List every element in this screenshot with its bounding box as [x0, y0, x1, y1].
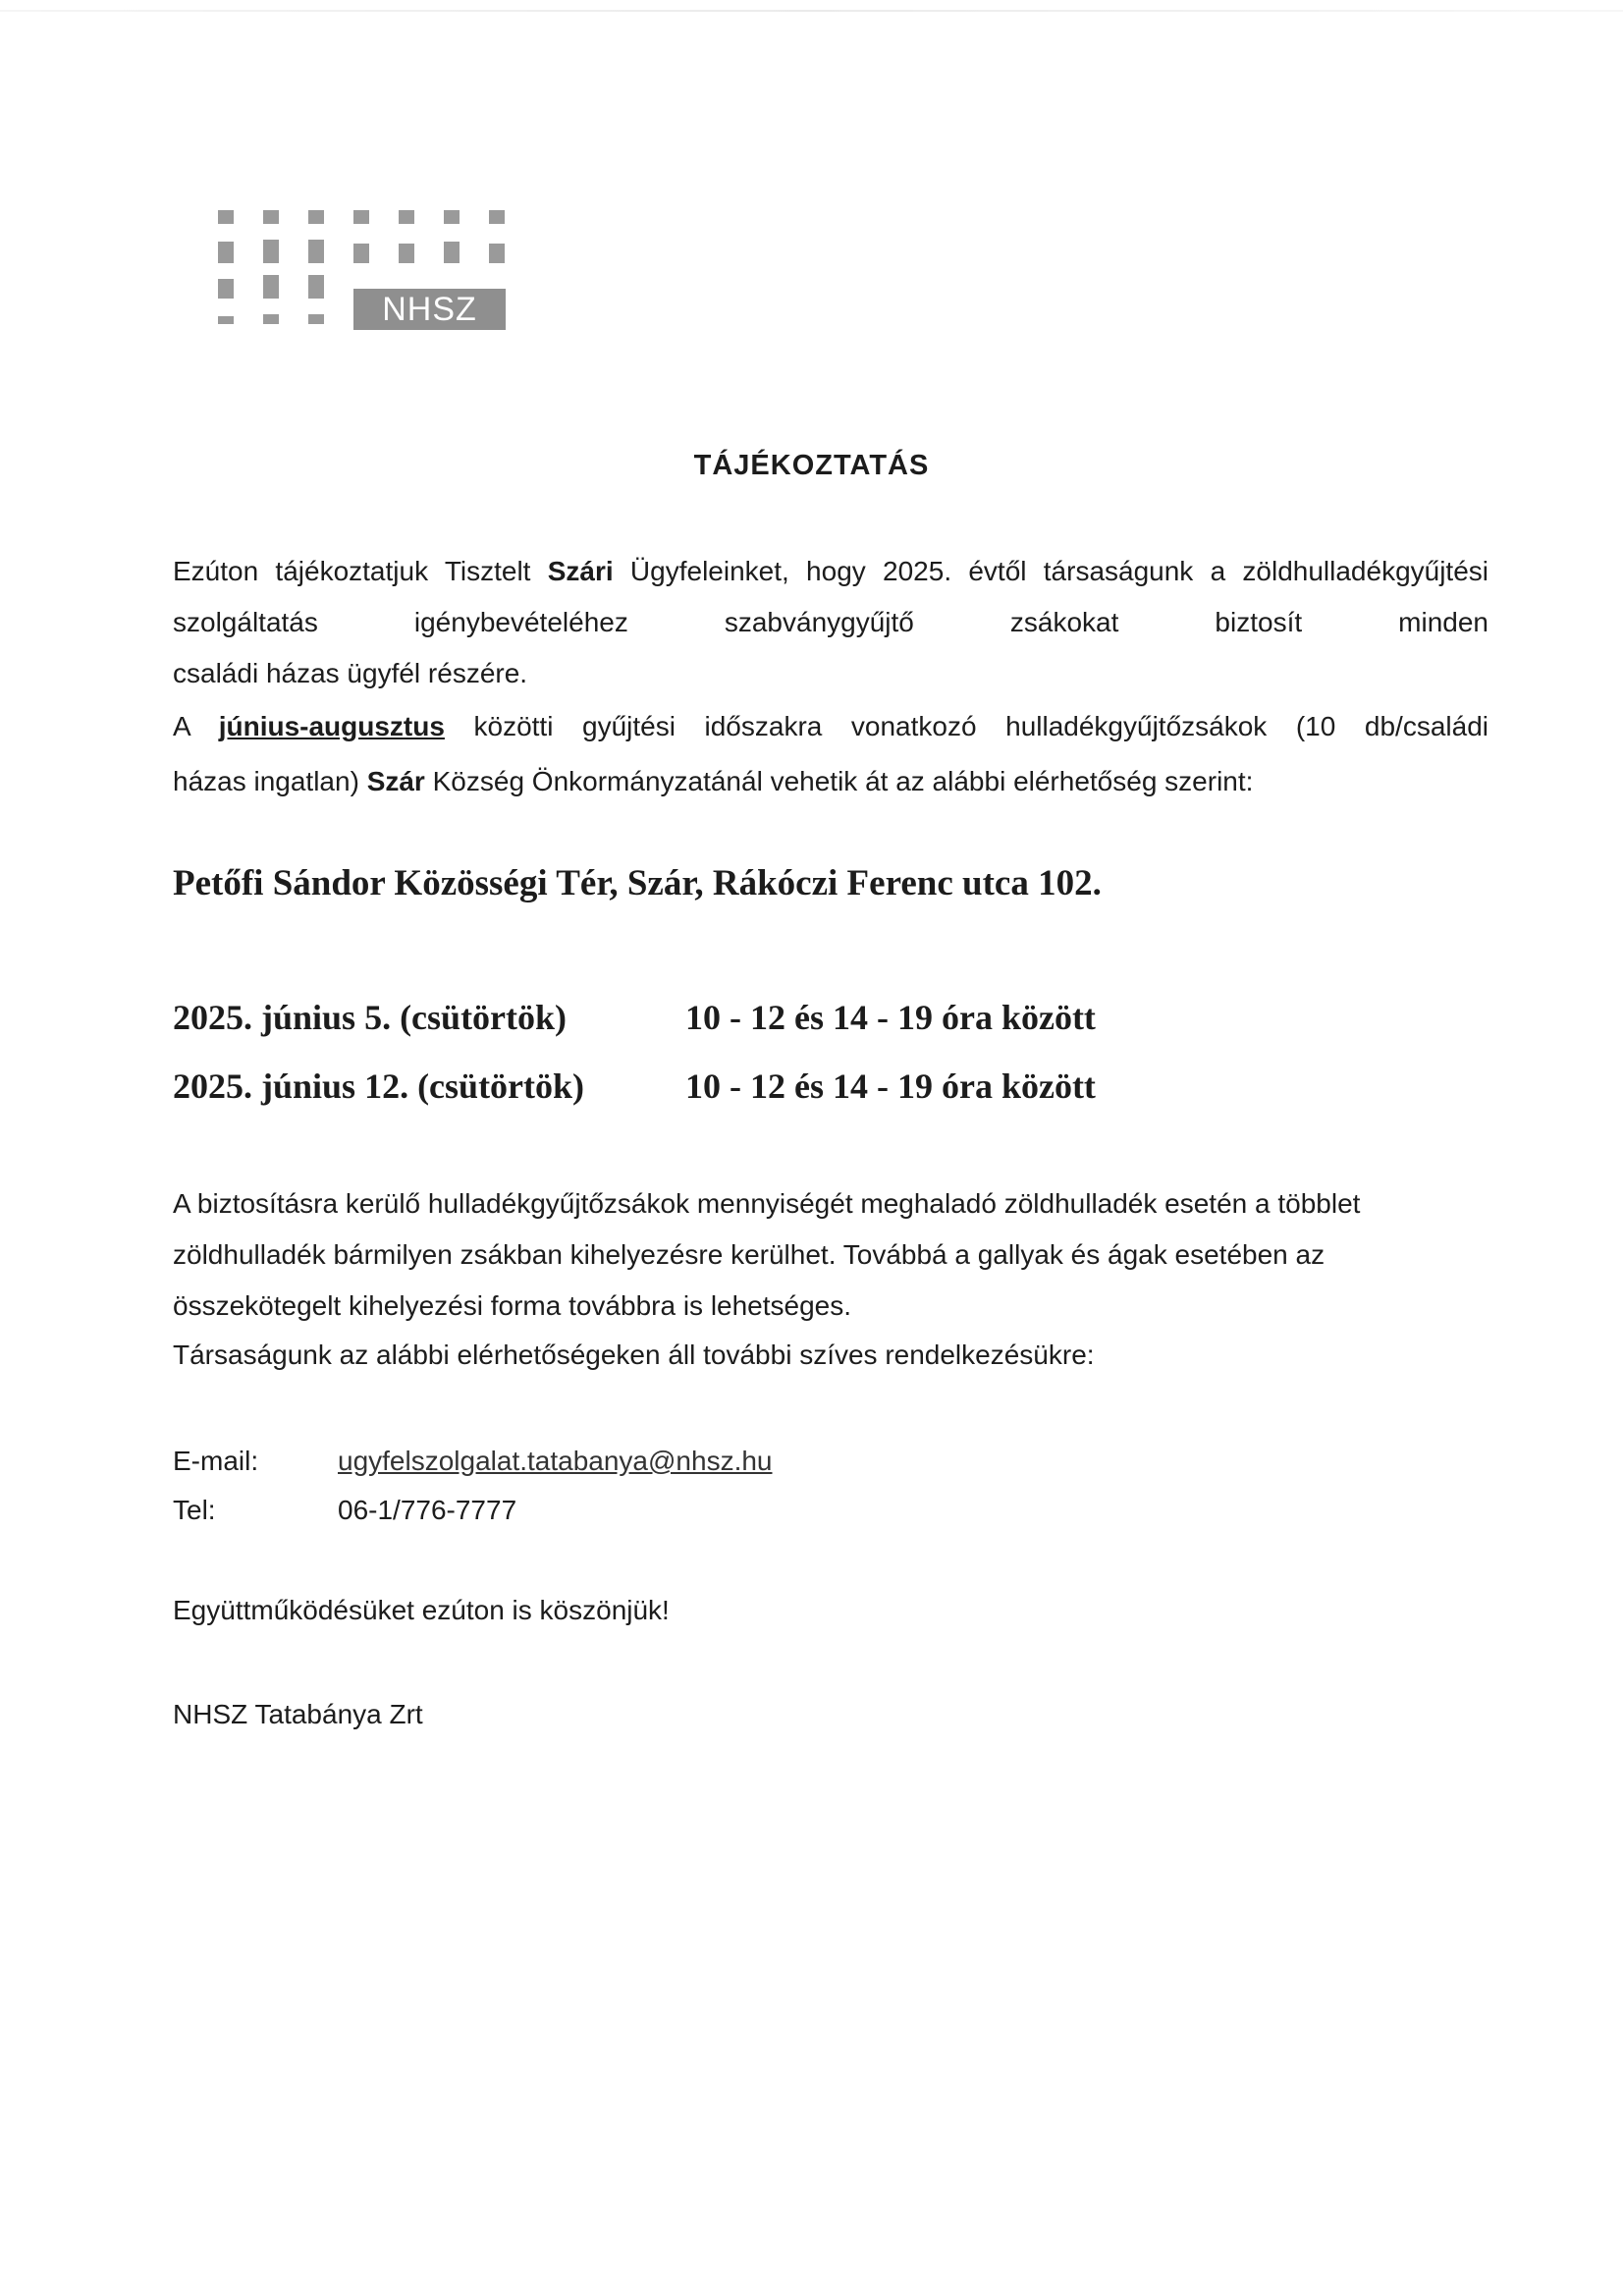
- extra-paragraph-line1: A biztosításra kerülő hulladékgyűjtőzsákok mennyiségét meghaladó zöldhulladék esetén a többlet: [173, 1188, 1361, 1219]
- logo-square: [308, 275, 324, 299]
- extra-paragraph-line3: összekötegelt kihelyezési forma továbbra is lehetséges.: [173, 1290, 852, 1321]
- intro-text: Ezúton tájékoztatjuk Tisztelt: [173, 556, 548, 586]
- logo-square: [399, 244, 414, 263]
- signature: NHSZ Tatabánya Zrt: [173, 1699, 423, 1729]
- nhsz-logo: [216, 206, 506, 332]
- logo-square: [218, 210, 234, 224]
- extra-paragraph-line2: zöldhulladék bármilyen zsákban kihelyezésre kerülhet. Továbbá a gallyak és ágak esetében az: [173, 1239, 1325, 1270]
- closing-line: Együttműködésüket ezúton is köszönjük!: [173, 1595, 670, 1625]
- logo-square: [308, 210, 324, 224]
- intro-paragraph: [173, 546, 1488, 648]
- logo-square: [444, 242, 460, 263]
- logo-square: [218, 279, 234, 299]
- logo-square: [263, 275, 279, 299]
- logo-square: [263, 210, 279, 224]
- logo-wordmark: NHSZ: [382, 291, 477, 328]
- logo-square: [218, 242, 234, 263]
- email-label: E-mail:: [173, 1446, 259, 1476]
- logo-square: [489, 210, 505, 224]
- pickup-village-name: Szár: [366, 766, 425, 796]
- schedule-time: 10 - 12 és 14 - 19 óra között: [685, 1066, 1096, 1106]
- scan-edge: [0, 10, 1623, 12]
- pickup-paragraph: [173, 701, 1488, 752]
- pickup-address: Petőfi Sándor Közösségi Tér, Szár, Rákóczi Ferenc utca 102.: [173, 863, 1102, 903]
- contact-intro: Társaságunk az alábbi elérhetőségeken áll további szíves rendelkezésükre:: [173, 1339, 1095, 1370]
- logo-wordmark-plate: [353, 289, 506, 330]
- logo-square: [444, 210, 460, 224]
- logo-square: [263, 240, 279, 263]
- schedule-date: 2025. június 5. (csütörtök): [173, 998, 568, 1037]
- tel-number: 06-1/776-7777: [338, 1495, 517, 1525]
- intro-last-line: családi házas ügyfél részére.: [173, 658, 528, 688]
- pickup-period: június-augusztus: [218, 711, 445, 741]
- pickup-text-3: Község Önkormányzatánál vehetik át az alábbi elérhetőség szerint:: [424, 766, 1254, 796]
- logo-square: [353, 244, 369, 263]
- logo-square: [263, 314, 279, 324]
- intro-village-name: Szári: [547, 556, 614, 586]
- email-link[interactable]: ugyfelszolgalat.tatabanya@nhsz.hu: [338, 1446, 773, 1476]
- schedule-date: 2025. június 12. (csütörtök): [173, 1066, 585, 1106]
- pickup-text-2: házas ingatlan): [173, 766, 367, 796]
- intro-text-rest: Ügyfeleinket, hogy 2025. évtől társaságunk a zöldhulladékgyűjtési szolgáltatás igénybevételéhez szabványgyűjtő zsákokat biztosít minden: [173, 556, 1489, 637]
- logo-square: [399, 210, 414, 224]
- logo-square: [308, 240, 324, 263]
- pickup-text: közötti gyűjtési időszakra vonatkozó hulladékgyűjtőzsákok (10 db/családi: [444, 711, 1488, 741]
- pickup-paragraph-line2: [173, 756, 1488, 807]
- schedule-time: 10 - 12 és 14 - 19 óra között: [685, 998, 1096, 1037]
- logo-square: [489, 244, 505, 263]
- pickup-prefix: A: [173, 711, 219, 741]
- tel-label: Tel:: [173, 1495, 216, 1525]
- logo-square: [308, 314, 324, 324]
- logo-square: [353, 210, 369, 224]
- logo-square: [218, 316, 234, 324]
- page-title: TÁJÉKOZTATÁS: [693, 450, 930, 481]
